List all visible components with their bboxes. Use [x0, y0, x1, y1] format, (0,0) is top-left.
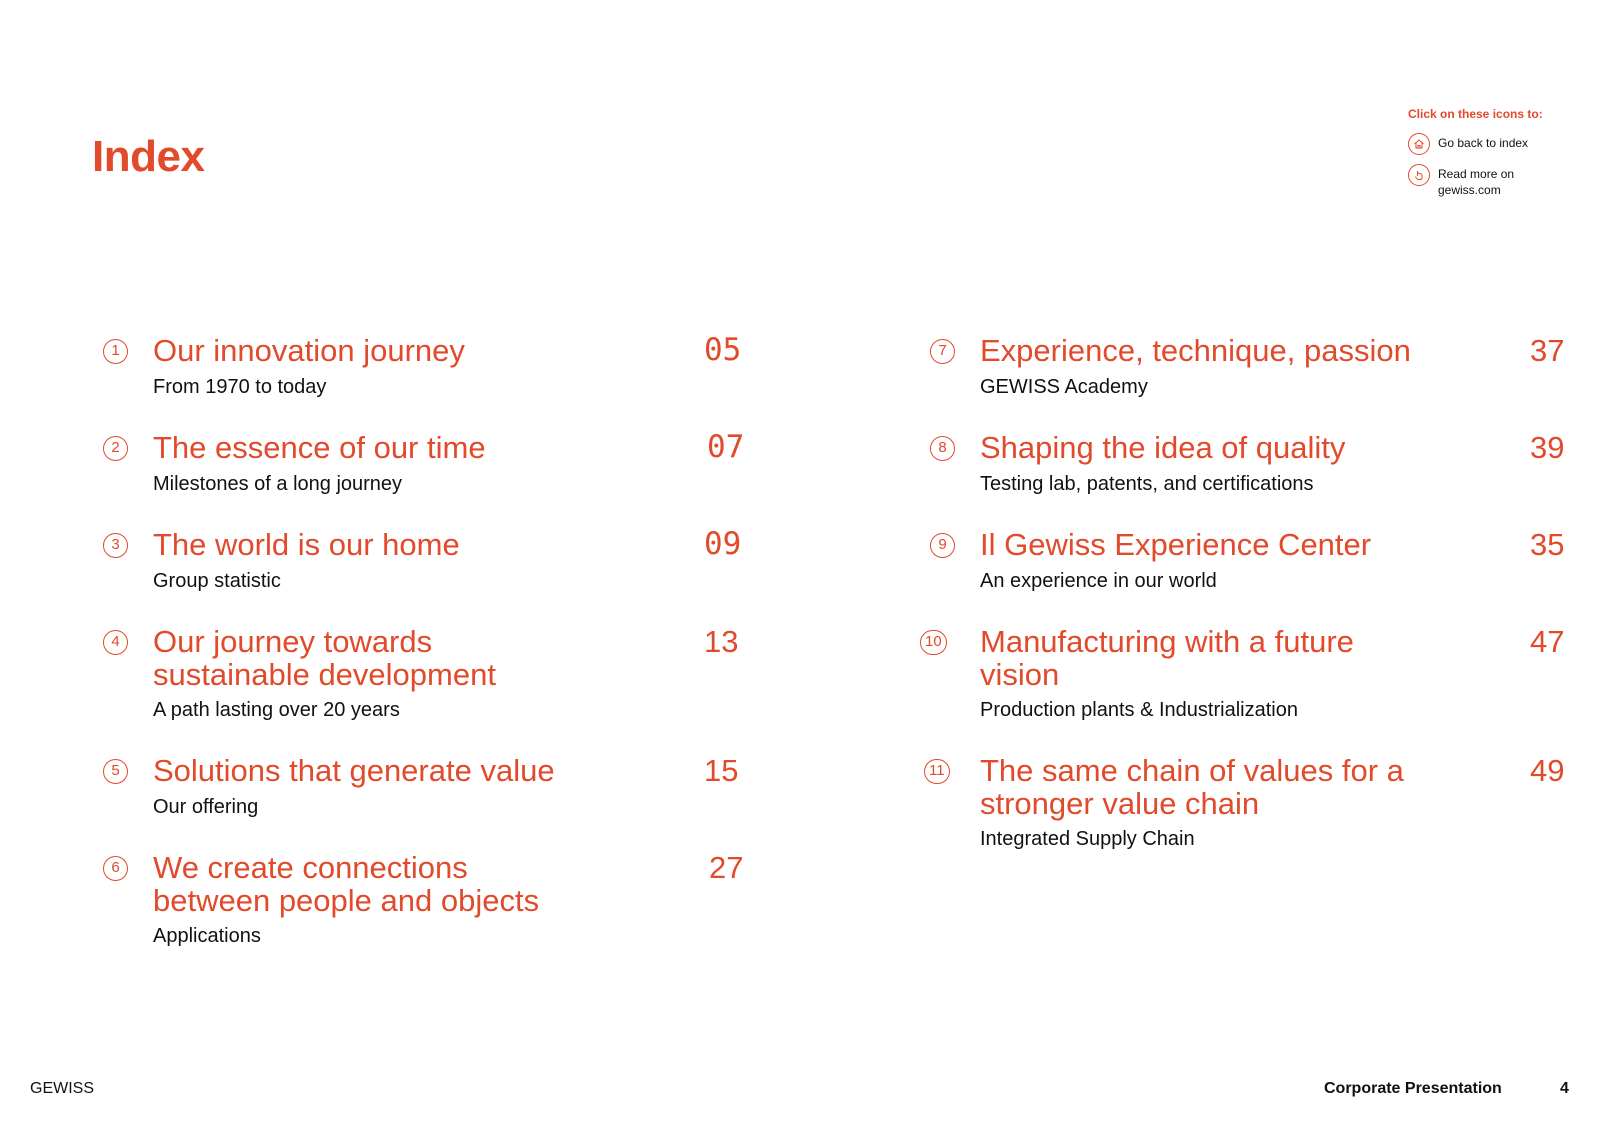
entry-title: Shaping the idea of quality: [980, 430, 1346, 465]
entry-number-badge: 5: [103, 759, 128, 784]
legend-item-read-more: [1408, 164, 1578, 198]
entry-title: Experience, technique, passion: [980, 333, 1411, 368]
footer-brand: GEWISS: [30, 1080, 95, 1097]
footer-page-number: 4: [1560, 1080, 1569, 1097]
entry-subtitle: A path lasting over 20 years: [153, 699, 400, 721]
icon-legend: [1408, 107, 1578, 207]
tap-icon[interactable]: [1408, 164, 1430, 186]
entry-title: We create connections between people and objects: [153, 850, 540, 918]
entry-number-badge: 2: [103, 436, 128, 461]
entry-page-number: 07: [707, 429, 745, 465]
footer-document-title: Corporate Presentation: [1324, 1080, 1502, 1097]
entry-title: The same chain of values for a stronger value chain: [980, 753, 1404, 821]
entry-subtitle: GEWISS Academy: [980, 376, 1148, 398]
entry-page-number: 39: [1530, 430, 1565, 465]
entry-subtitle: Applications: [153, 925, 261, 947]
entry-title: Our innovation journey: [153, 333, 465, 368]
entry-number-badge: 4: [103, 630, 128, 655]
entry-number-badge: 8: [930, 436, 955, 461]
entry-number-badge: 10: [920, 630, 947, 655]
entry-subtitle: Production plants & Industrialization: [980, 699, 1298, 721]
entry-number-badge: 3: [103, 533, 128, 558]
entry-title: Il Gewiss Experience Center: [980, 527, 1372, 562]
entry-page-number: 09: [704, 526, 742, 562]
entry-page-number: 15: [704, 753, 739, 788]
legend-label-read-more: Read more on gewiss.com: [1438, 167, 1515, 197]
entry-number-badge: 1: [103, 339, 128, 364]
entry-page-number: 47: [1530, 624, 1565, 659]
entry-subtitle: From 1970 to today: [153, 376, 327, 398]
entry-title: Manufacturing with a future vision: [980, 624, 1354, 692]
entry-subtitle: Integrated Supply Chain: [980, 828, 1195, 850]
entry-page-number: 49: [1530, 753, 1565, 788]
entry-page-number: 13: [704, 624, 739, 659]
page-title: Index: [92, 132, 205, 181]
legend-label-home: Go back to index: [1438, 136, 1529, 150]
legend-title: Click on these icons to:: [1408, 107, 1543, 121]
legend-item-home: [1408, 133, 1578, 155]
entry-subtitle: Our offering: [153, 796, 259, 818]
entry-title: Our journey towards sustainable development: [153, 624, 496, 692]
entry-number-badge: 7: [930, 339, 955, 364]
home-icon[interactable]: [1408, 133, 1430, 155]
entry-title: The world is our home: [153, 527, 460, 562]
entry-page-number: 37: [1530, 333, 1565, 368]
entry-number-badge: 6: [103, 856, 128, 881]
entry-page-number: 27: [709, 850, 744, 885]
entry-subtitle: Milestones of a long journey: [153, 473, 403, 495]
entry-number-badge: 9: [930, 533, 955, 558]
entry-page-number: 05: [704, 332, 742, 368]
entry-subtitle: An experience in our world: [980, 570, 1217, 592]
entry-title: Solutions that generate value: [153, 753, 555, 788]
entry-title: The essence of our time: [153, 430, 486, 465]
entry-number-badge: 11: [924, 759, 950, 784]
entry-page-number: 35: [1530, 527, 1565, 562]
entry-subtitle: Group statistic: [153, 570, 281, 592]
entry-subtitle: Testing lab, patents, and certifications: [980, 473, 1314, 495]
